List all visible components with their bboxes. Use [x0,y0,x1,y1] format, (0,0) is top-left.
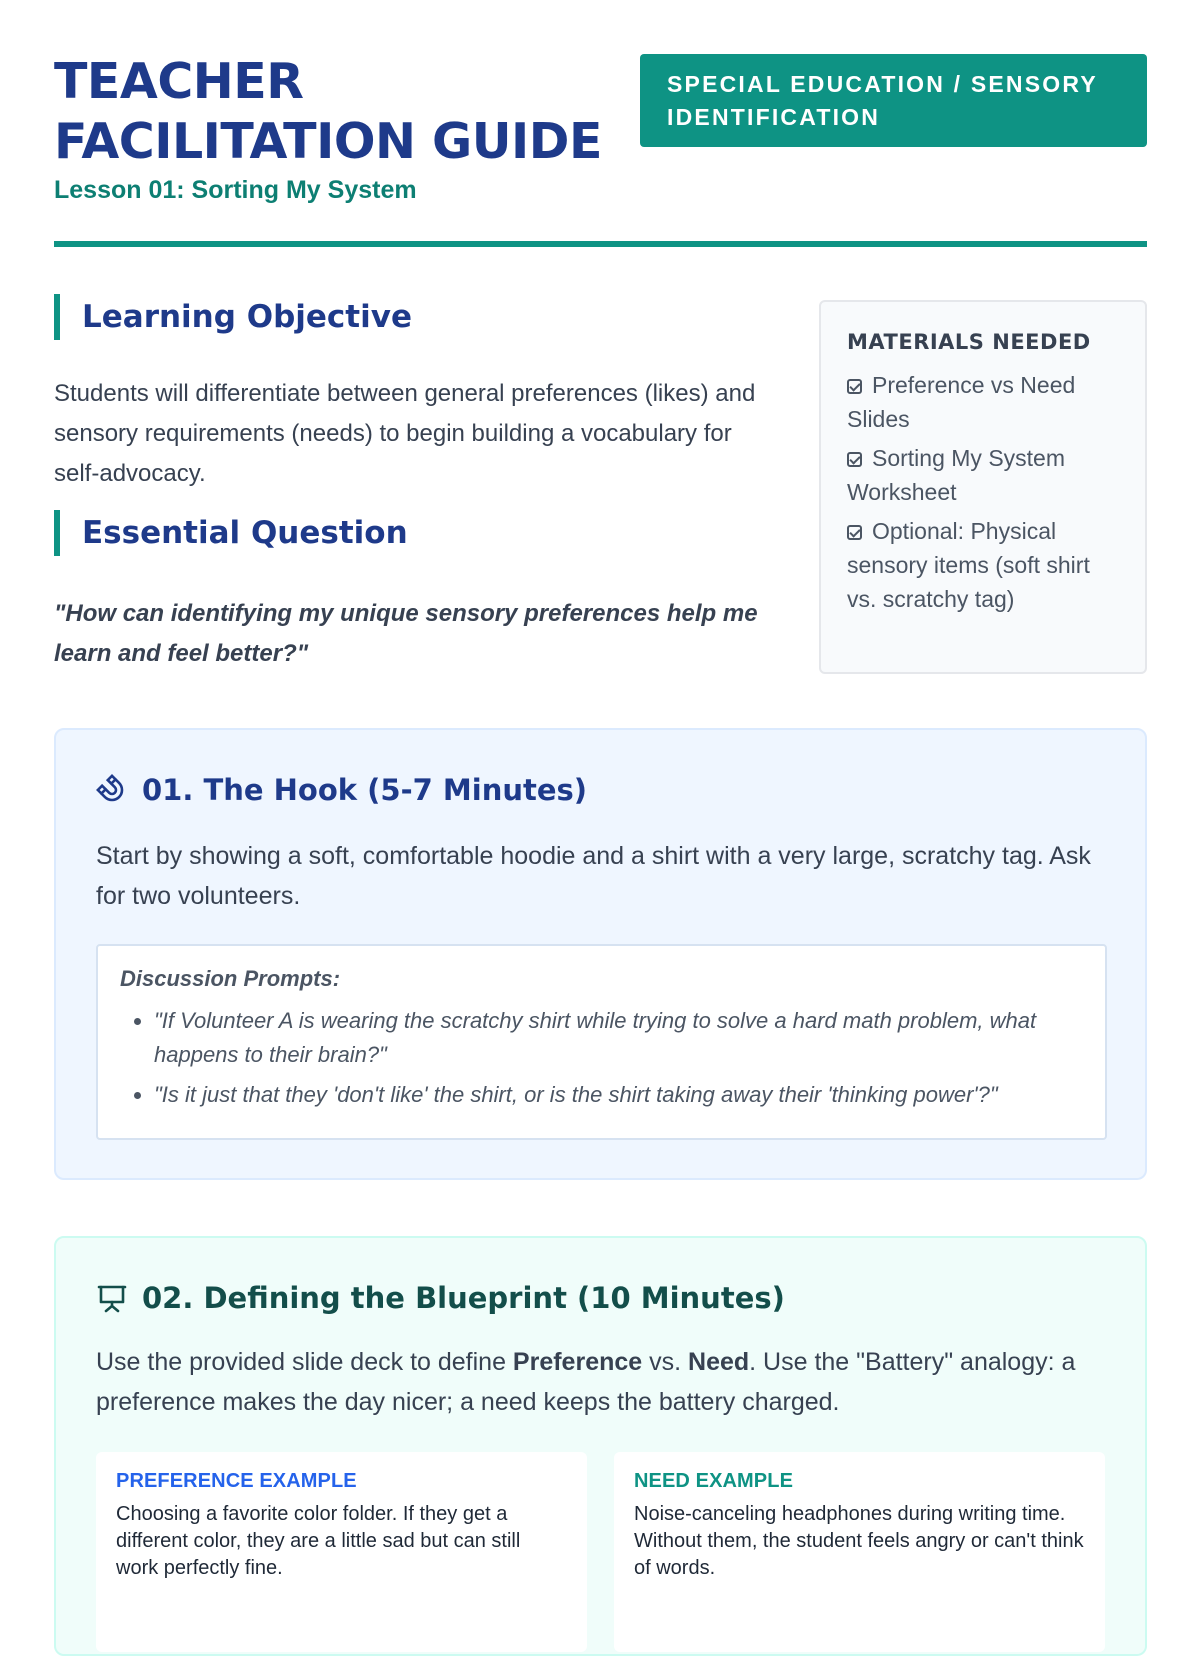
materials-item [847,441,1119,509]
discussion-prompts-list [120,1004,1083,1112]
lesson-subtitle: Lesson 01: Sorting My System [54,176,417,204]
preference-example-box [96,1452,587,1652]
discussion-prompt: • "Is it just that they 'don't like' the shirt, or is the shirt taking away their 'thinking power'?" [154,1078,1083,1112]
blueprint-text-part: vs. [642,1348,689,1376]
checkbox-icon [847,525,862,540]
materials-item-label: Optional: Physical sensory items (soft shirt vs. scratchy tag) [847,518,1090,612]
blueprint-heading [96,1278,785,1318]
need-term: Need [688,1348,750,1376]
materials-heading: MATERIALS NEEDED [847,330,1091,354]
checkbox-icon [847,379,862,394]
intro-section [54,300,1147,680]
preference-example-label: PREFERENCE EXAMPLE [116,1470,357,1492]
discussion-prompts-heading: Discussion Prompts: [120,966,341,991]
blueprint-text-part: Use the provided slide deck to define [96,1348,513,1376]
need-example-label: NEED EXAMPLE [634,1470,794,1492]
blueprint-text [96,1342,1096,1422]
materials-item [847,368,1119,436]
materials-item [847,514,1119,616]
subject-tag: SPECIAL EDUCATION / SENSORY IDENTIFICATION [640,54,1147,147]
magnet-icon [96,774,128,806]
hook-heading [96,770,587,810]
page [54,0,1147,1579]
blueprint-heading-text: 02. Defining the Blueprint (10 Minutes) [142,1281,785,1315]
preference-example-text: Choosing a favorite color folder. If they get a different color, they are a little sad but can still work perfectly fine. [116,1503,521,1579]
discussion-prompt: • "If Volunteer A is wearing the scratchy shirt while trying to solve a hard math problem, what happens to their brain?" [154,1004,1083,1072]
hook-card [54,728,1147,1180]
preference-term: Preference [512,1348,643,1376]
hook-text: Start by showing a soft, comfortable hoodie and a shirt with a very large, scratchy tag. Ask for two volunteers. [96,842,1091,910]
essential-question-text: "How can identifying my unique sensory preferences help me learn and feel better?" [54,600,758,667]
discussion-prompts-box [96,944,1107,1140]
presentation-icon [96,1282,128,1314]
learning-objective-text: Students will differentiate between general preferences (likes) and sensory requirements (needs) to begin building a vocabulary for self-advocacy. [54,380,756,487]
materials-item-label: Sorting My System Worksheet [847,445,1065,505]
learning-objective-heading: Learning Objective [54,294,412,340]
materials-item-label: Preference vs Need Slides [847,372,1076,432]
blueprint-card [54,1236,1147,1656]
page-title: TEACHER FACILITATION GUIDE [54,53,602,170]
header-divider [54,241,1147,247]
examples-row [96,1452,1107,1652]
hook-heading-text: 01. The Hook (5-7 Minutes) [142,773,588,807]
essential-question-heading: Essential Question [54,510,408,556]
checkbox-icon [847,452,862,467]
materials-panel [819,300,1147,674]
need-example-text: Noise-canceling headphones during writing time. Without them, the student feels angry or can't think of words. [634,1503,1084,1579]
header [54,0,1147,246]
blueprint-text-part: . Use the "Battery" analogy: a preference makes the day nicer; a need keeps the battery charged. [96,1348,1076,1416]
need-example-box [614,1452,1105,1652]
